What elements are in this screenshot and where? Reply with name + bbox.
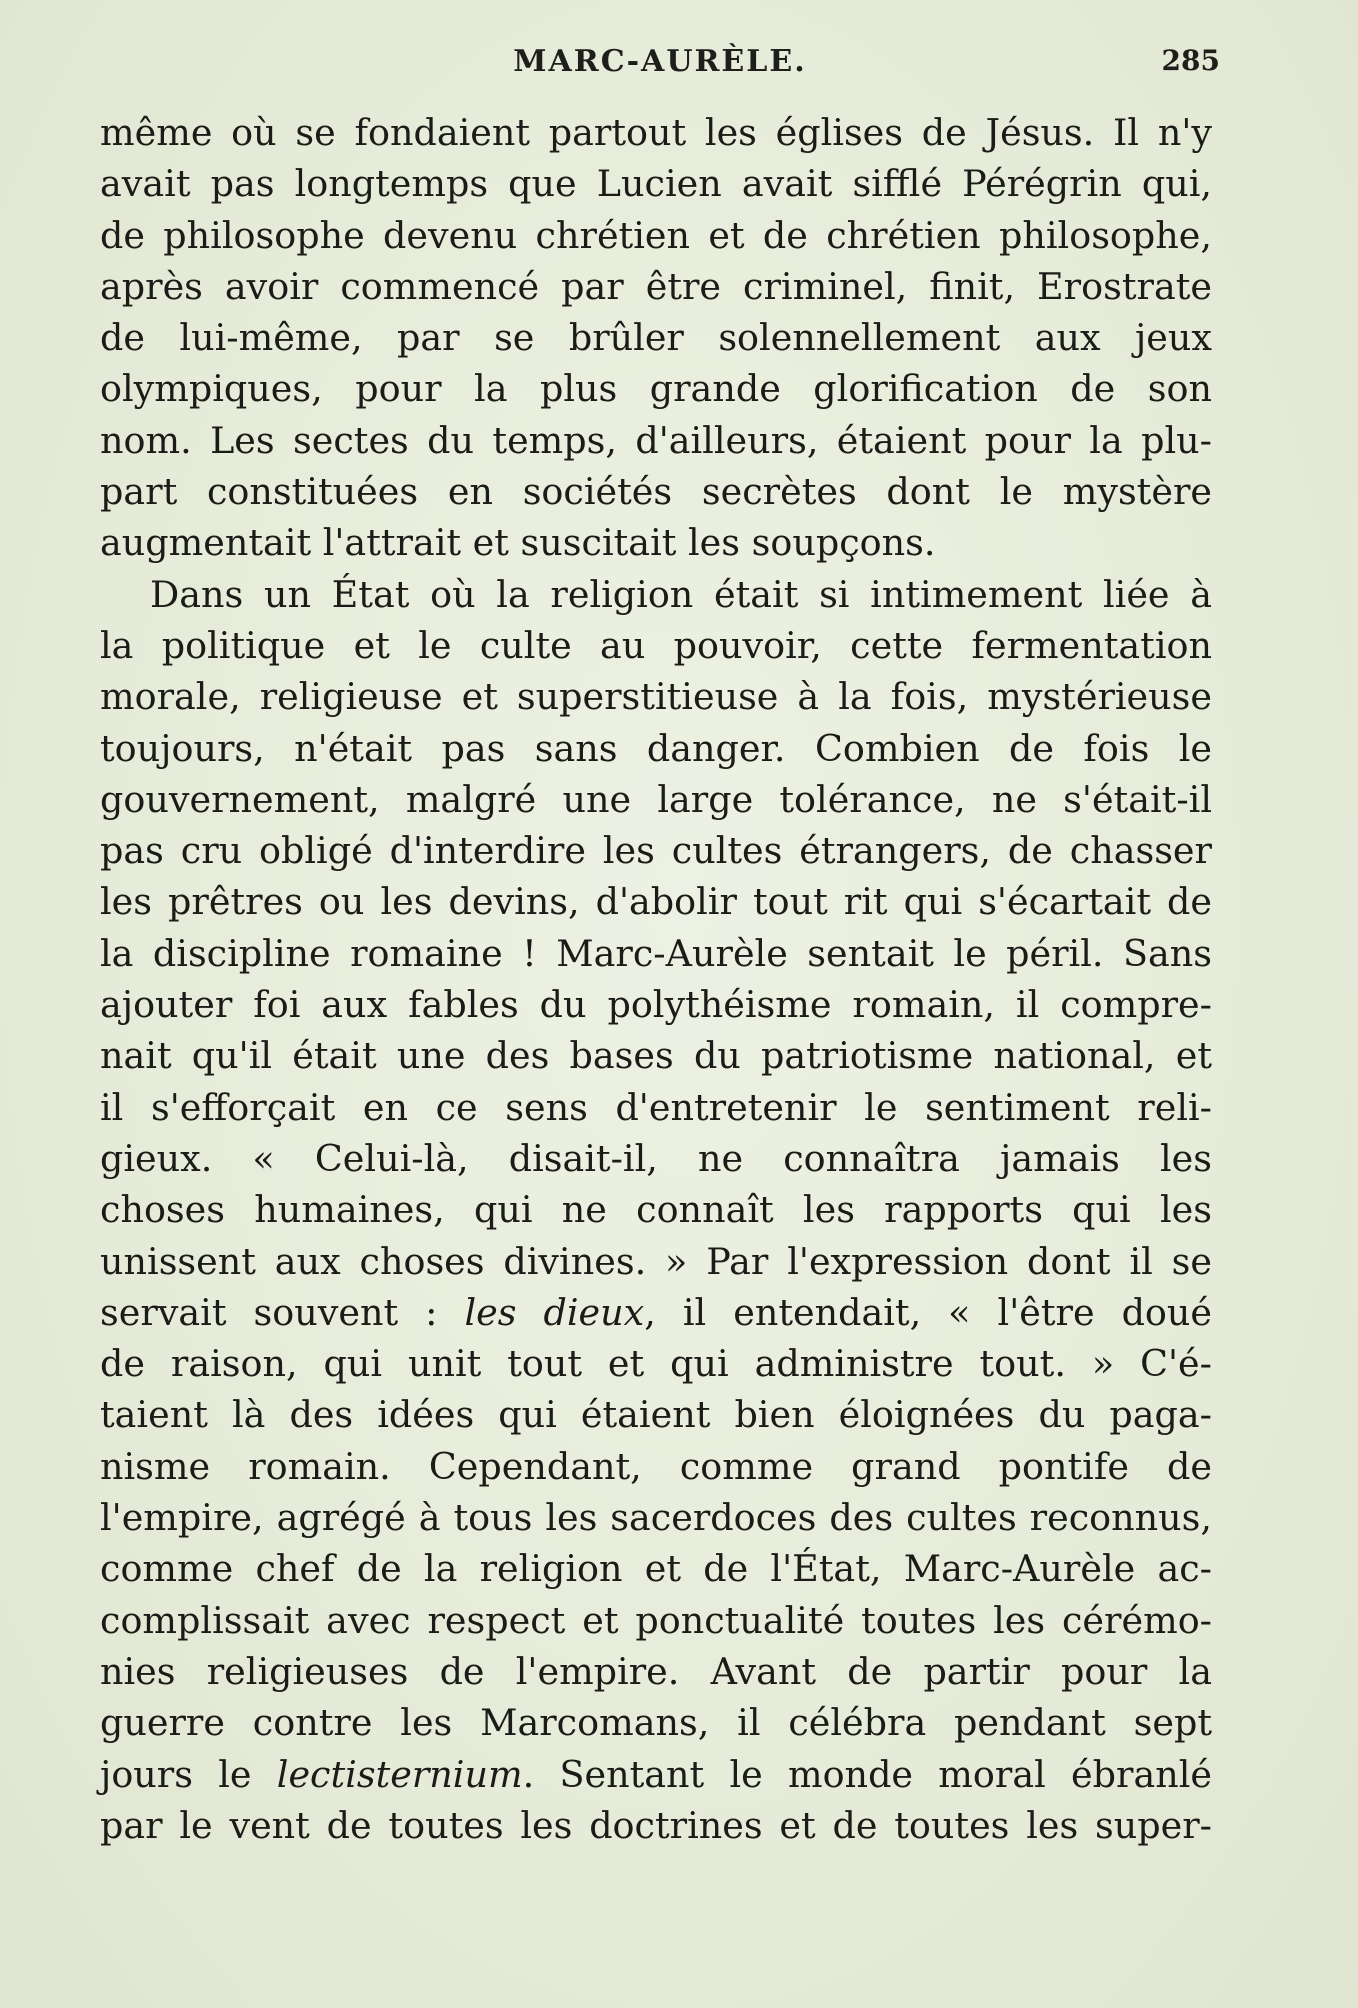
text-segment: jours le (100, 1752, 277, 1796)
text-line: de philosophe devenu chrétien et de chrétien philosophe, (100, 213, 1212, 257)
page-number: 285 (1161, 44, 1220, 77)
text-line: les prêtres ou les devins, d'abolir tout rit qui s'écartait de (100, 880, 1212, 924)
text-line: choses humaines, qui ne connaît les rapports qui les (100, 1188, 1212, 1232)
text-line: guerre contre les Marcomans, il célébra pendant sept (100, 1701, 1212, 1745)
italic-term: les dieux (464, 1290, 645, 1334)
text-line: par le vent de toutes les doctrines et de toutes les super- (100, 1803, 1212, 1847)
text-line: gouvernement, malgré une large tolérance, ne s'était-il (100, 777, 1212, 821)
text-line: taient là des idées qui étaient bien éloignées du paga- (100, 1393, 1212, 1437)
text-line: olympiques, pour la plus grande glorification de son (100, 367, 1212, 411)
text-line: nisme romain. Cependant, comme grand pontife de (100, 1444, 1212, 1488)
text-line: nies religieuses de l'empire. Avant de partir pour la (100, 1649, 1212, 1693)
text-line: complissait avec respect et ponctualité toutes les cérémo- (100, 1598, 1212, 1642)
text-line: unissent aux choses divines. » Par l'expression dont il se (100, 1239, 1212, 1283)
text-line (100, 1749, 1212, 1800)
text-line: de lui-même, par se brûler solennellement aux jeux (100, 316, 1212, 360)
body-text (100, 107, 1212, 1851)
text-line (100, 1287, 1212, 1338)
text-line: l'empire, agrégé à tous les sacerdoces des cultes reconnus, (100, 1496, 1212, 1540)
text-line: il s'efforçait en ce sens d'entretenir le sentiment reli- (100, 1085, 1212, 1129)
text-line: nom. Les sectes du temps, d'ailleurs, étaient pour la plu- (100, 418, 1212, 462)
italic-term: lectisternium (276, 1752, 523, 1796)
text-segment: , il entendait, « l'être doué (644, 1290, 1213, 1334)
text-line: part constituées en sociétés secrètes dont le mystère (100, 470, 1212, 514)
text-segment: . Sentant le monde moral ébranlé (522, 1752, 1212, 1796)
text-segment: servait souvent : (100, 1290, 465, 1334)
text-line: de raison, qui unit tout et qui administre tout. » C'é- (100, 1342, 1212, 1386)
paragraph-end-line: augmentait l'attrait et suscitait les soupçons. (100, 521, 936, 565)
text-line: gieux. « Celui-là, disait-il, ne connaîtra jamais les (100, 1136, 1212, 1180)
text-line: avait pas longtemps que Lucien avait sifflé Pérégrin qui, (100, 162, 1212, 206)
running-title: MARC-AURÈLE. (513, 44, 807, 79)
page-header (100, 44, 1220, 90)
text-line: pas cru obligé d'interdire les cultes étrangers, de chasser (100, 829, 1212, 873)
paragraph-start-line: Dans un État où la religion était si intimement liée à (150, 572, 1212, 616)
text-line: comme chef de la religion et de l'État, Marc-Aurèle ac- (100, 1547, 1212, 1591)
text-line: après avoir commencé par être criminel, finit, Erostrate (100, 264, 1212, 308)
text-line: même où se fondaient partout les églises de Jésus. Il n'y (100, 111, 1212, 154)
text-line: ajouter foi aux fables du polythéisme romain, il compre- (100, 983, 1212, 1027)
text-line: la discipline romaine ! Marc-Aurèle sentait le péril. Sans (100, 931, 1212, 975)
text-line: morale, religieuse et superstitieuse à la fois, mystérieuse (100, 675, 1212, 719)
text-line: nait qu'il était une des bases du patriotisme national, et (100, 1034, 1212, 1078)
text-line: la politique et le culte au pouvoir, cette fermentation (100, 623, 1212, 667)
text-line: toujours, n'était pas sans danger. Combien de fois le (100, 726, 1212, 770)
